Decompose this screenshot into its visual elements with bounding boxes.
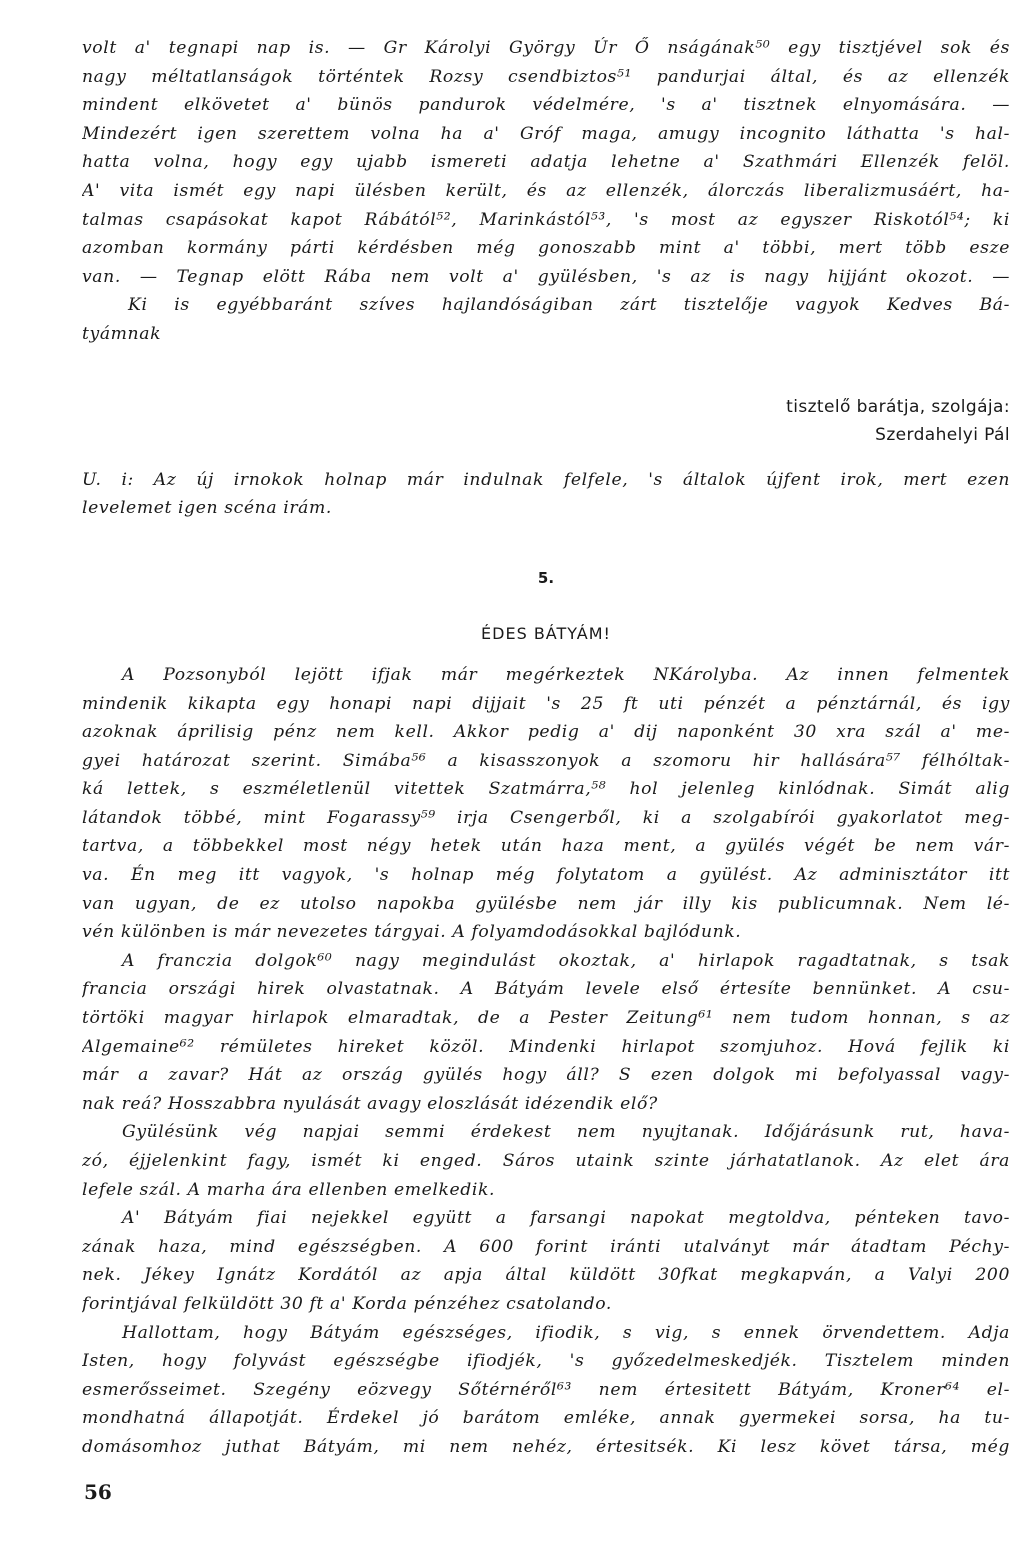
text-line: tyámnak [82,323,162,344]
letter-4-ending [82,34,1010,523]
text-line: gyei határozat szerint. Simába⁵⁶ a kisasszonyok a szomoru hir hallására⁵⁷ félhóltak- [82,750,1010,771]
text-line: már a zavar? Hát az ország gyülés hogy áll? S ezen dolgok mi befolyassal vagy- [82,1065,1010,1086]
text-line: Mindezért igen szerettem volna ha a' Gróf maga, amugy incognito láthatta 's hal- [82,123,1010,144]
text-line: mindenik kikapta egy honapi napi dijjait 's 25 ft uti pénzét a pénztárnál, és igy [82,693,1010,714]
text-line: zának haza, mind egészségben. A 600 forint iránti utalványt már átadtam Péchy- [82,1236,1010,1257]
salutation: ÉDES BÁTYÁM! [481,623,611,643]
page-number: 56 [84,1480,112,1504]
text-line: va. Én meg itt vagyok, 's holnap még folytatom a gyülést. Az adminisztátor itt [82,865,1010,886]
text-line: van. — Tegnap elött Rába nem volt a' gyülésben, 's az is nagy hijjánt okozot. — [82,266,1010,287]
text-line: Gyülésünk vég napjai semmi érdekest nem nyujtanak. Időjárásunk rut, hava- [122,1122,1010,1143]
text-line: mondhatná állapotját. Érdekel jó barátom emléke, annak gyermekei sorsa, ha tu- [82,1408,1010,1429]
text-line: volt a' tegnapi nap is. — Gr Károlyi György Úr Ő nságának⁵⁰ egy tisztjével sok és [82,38,1010,58]
letter-5 [82,563,1010,1462]
text-line: van ugyan, de ez utolso napokba gyülésbe nem jár illy kis publicumnak. Nem lé- [82,893,1010,914]
text-line: esmerősseimet. Szegény eözvegy Sőtérnéről⁶³ nem értesitett Bátyám, Kroner⁶⁴ el- [82,1379,1010,1400]
text-line: nagy méltatlanságok történtek Rozsy csendbiztos⁵¹ pandurjai által, és az ellenzék [82,66,1010,87]
text-line: Isten, hogy folyvást egészségbe ifiodjék, 's győzedelmeskedjék. Tisztelem minden [82,1351,1010,1372]
text-line: törtöki magyar hirlapok elmaradtak, de a Pester Zeitung⁶¹ nem tudom honnan, s az [82,1008,1010,1029]
text-line: talmas csapásokat kapot Rábától⁵², Marinkástól⁵³, 's most az egyszer Riskotól⁵⁴; ki [82,209,1010,230]
text-line: tartva, a többekkel most négy hetek után haza ment, a gyülés végét be nem vár- [82,836,1010,857]
text-line: francia országi hirek olvastatnak. A Bátyám levele első értesíte bennünket. A csu- [82,979,1010,1000]
text-line: Ki is egyébbaránt szíves hajlandóságiban zárt tisztelője vagyok Kedves Bá- [128,295,1010,316]
text-line: lefele szál. A marha ára ellenben emelkedik. [82,1179,496,1200]
text-line: azomban kormány párti kérdésben még gonoszabb mint a' többi, mert több esze [82,238,1010,259]
signature-closing: tisztelő barátja, szolgája: [786,396,1010,417]
page-content [82,34,1010,1462]
letter-number: 5. [537,568,555,587]
text-line: A' vita ismét egy napi ülésben került, és az ellenzék, álorczás liberalizmusáért, ha- [82,180,1010,201]
postscript-line: levelemet igen scéna irám. [82,498,332,519]
text-line: A' Bátyám fiai nejekkel együtt a farsangi napokat megtoldva, pénteken tavo- [122,1208,1010,1229]
text-line: ká lettek, s eszméletlenül vitettek Szatmárra,⁵⁸ hol jelenleg kinlódnak. Simát alig [82,779,1010,800]
text-line: Algemaine⁶² rémületes hireket közöl. Mindenki hirlapot szomjuhoz. Hová fejlik ki [82,1036,1010,1057]
text-line: látandok többé, mint Fogarassy⁵⁹ irja Csengerből, ki a szolgabírói gyakorlatot meg- [82,807,1010,828]
text-line: Hallottam, hogy Bátyám egészséges, ifiodik, s vig, s ennek örvendettem. Adja [122,1322,1010,1343]
signature-name: Szerdahelyi Pál [875,425,1010,446]
text-line: domásomhoz juthat Bátyám, mi nem nehéz, értesitsék. Ki lesz követ társa, még [82,1436,1010,1457]
text-line: vén különben is már nevezetes tárgyai. A folyamdodásokkal bajlódunk. [82,922,742,943]
postscript-line: U. i: Az új irnokok holnap már indulnak felfele, 's általok újfent irok, mert ezen [82,469,1010,490]
text-line: mindent elkövetet a' bünös pandurok védelmére, 's a' tisztnek elnyomására. — [82,95,1010,116]
text-line: azoknak áprilisig pénz nem kell. Akkor pedig a' dij naponként 30 xra szál a' me- [82,722,1010,743]
text-line: A franczia dolgok⁶⁰ nagy megindulást okoztak, a' hirlapok ragadtatnak, s tsak [122,950,1010,971]
text-line: zó, éjjelenkint fagy, ismét ki enged. Sáros utaink szinte járhatatlanok. Az elet ára [82,1151,1010,1171]
text-line: nak reá? Hosszabbra nyulását avagy eloszlását idézendik elő? [82,1093,658,1114]
text-line: forintjával felküldött 30 ft a' Korda pénzéhez csatolando. [82,1293,612,1314]
text-line: hatta volna, hogy egy ujabb ismereti adatja lehetne a' Szathmári Ellenzék felöl. [82,152,1010,173]
text-line: A Pozsonyból lejött ifjak már megérkeztek NKárolyba. Az innen felmentek [122,664,1010,685]
text-line: nek. Jékey Ignátz Kordától az apja által küldött 30fkat megkapván, a Valyi 200 [82,1265,1010,1286]
